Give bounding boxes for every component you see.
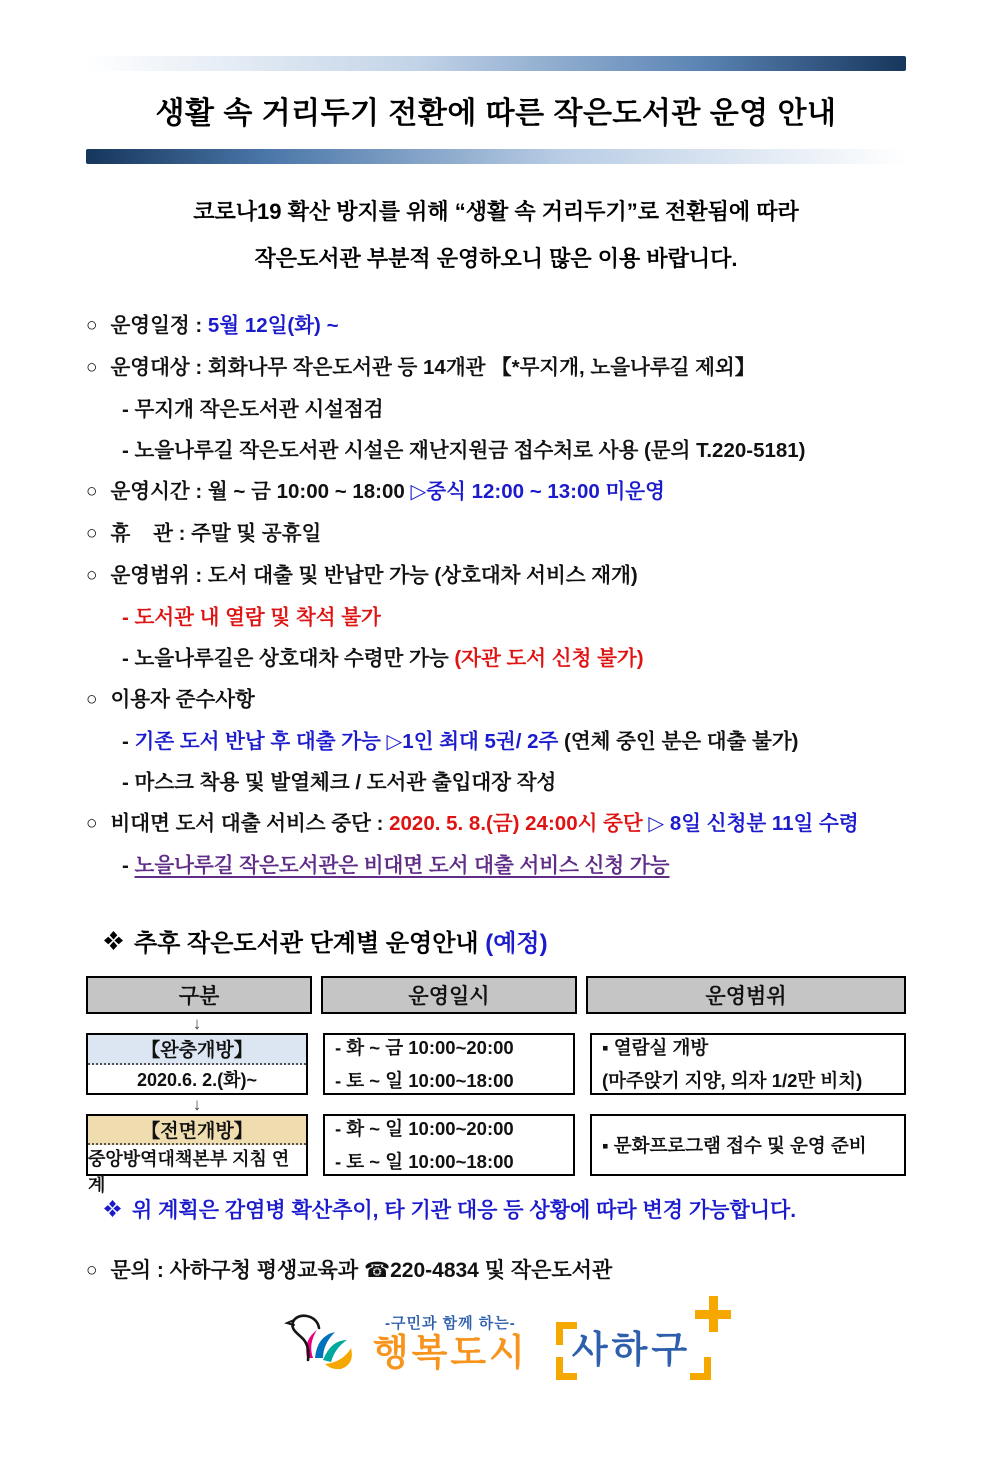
plan-table-row-2 bbox=[86, 1114, 906, 1195]
notice-list bbox=[86, 313, 906, 879]
logo-brand-saha-gu bbox=[556, 1326, 709, 1375]
scope-sub-no-seat: - 도서관 내 열람 및 착석 불가 bbox=[122, 605, 381, 629]
scope-cell-row1 bbox=[590, 1033, 906, 1095]
target-sub-noeul: - 노을나루길 작은도서관 시설은 재난지원금 접수처로 사용 (문의 T.220-5181) bbox=[122, 438, 806, 462]
circle-bullet-icon: ○ bbox=[86, 812, 98, 834]
dash-marker: - bbox=[122, 853, 135, 877]
hours-line bbox=[86, 479, 906, 506]
suspend-line bbox=[86, 811, 906, 838]
down-arrow-icon: ↓ bbox=[192, 1094, 202, 1114]
hours-row2-line2: - 토 ~ 일 10:00~18:00 bbox=[335, 1151, 514, 1173]
circle-bullet-icon: ○ bbox=[86, 480, 98, 502]
phase-full-note: 중앙방역대책본부 지침 연계 bbox=[88, 1148, 290, 1195]
phase-cell-full-open bbox=[86, 1114, 308, 1195]
plan-heading bbox=[86, 923, 906, 958]
four-diamond-icon bbox=[104, 931, 123, 950]
suspend-sub-noeul-text: 노을나루길 작은도서관은 비대면 도서 대출 서비스 신청 가능 bbox=[134, 853, 670, 877]
intro-line-2: 작은도서관 부분적 운영하오니 많은 이용 바랍니다. bbox=[254, 246, 738, 272]
rules-line bbox=[86, 687, 906, 714]
rules-title: 이용자 준수사항 bbox=[110, 687, 255, 711]
phase-full-title: 【전면개방】 bbox=[88, 1116, 306, 1145]
plan-table-header-row bbox=[86, 976, 906, 1014]
bracket-bottom-left-icon bbox=[556, 1357, 577, 1380]
header-cell-hours: 운영일시 bbox=[321, 976, 577, 1014]
scope-row1-line1: ▪ 열람실 개방 bbox=[602, 1037, 709, 1059]
contact-line bbox=[86, 1254, 906, 1284]
down-arrow-icon: ↓ bbox=[192, 1013, 202, 1033]
plan-heading-text bbox=[134, 923, 548, 958]
four-diamond-icon bbox=[104, 1200, 121, 1217]
plus-icon bbox=[695, 1296, 731, 1332]
scope-sub-noeul bbox=[86, 646, 906, 672]
phase-buffer-date: 2020.6. 2.(화)~ bbox=[137, 1069, 257, 1090]
plan-table-row-1 bbox=[86, 1033, 906, 1095]
notice-document bbox=[0, 56, 992, 1376]
plan-heading-main: 추후 작은도서관 단계별 운영안내 bbox=[134, 929, 486, 957]
hours-cell-row1 bbox=[323, 1033, 575, 1095]
scope-sub-noeul-restriction: (자관 도서 신청 불가) bbox=[454, 646, 644, 670]
header-cell-scope: 운영범위 bbox=[586, 976, 906, 1014]
target-text: 운영대상 : 회화나무 작은도서관 등 14개관 【*무지개, 노을나루길 제외】 bbox=[110, 355, 756, 379]
schedule-label: 운영일정 : bbox=[110, 313, 208, 337]
scope-text: 운영범위 : 도서 대출 및 반납만 가능 (상호대차 서비스 재개) bbox=[110, 563, 638, 587]
suspend-pickup: ▷ 8일 신청분 11일 수령 bbox=[648, 811, 859, 835]
title-bottom-gradient-bar bbox=[86, 149, 906, 164]
swan-neck bbox=[292, 1315, 319, 1359]
dash-marker: - bbox=[122, 729, 135, 753]
circle-bullet-icon: ○ bbox=[86, 564, 98, 586]
scope-sub-noeul-label: - 노을나루길은 상호대차 수령만 가능 bbox=[122, 646, 455, 670]
circle-bullet-icon: ○ bbox=[86, 314, 98, 336]
circle-bullet-icon: ○ bbox=[86, 522, 98, 544]
hours-lunch-value: ▷중식 12:00 ~ 13:00 미운영 bbox=[410, 479, 665, 503]
logo-text-block bbox=[373, 1312, 528, 1374]
suspend-label: 비대면 도서 대출 서비스 중단 : bbox=[110, 811, 390, 835]
phase-buffer-title: 【완충개방】 bbox=[88, 1035, 306, 1065]
hours-row2-line1: - 화 ~ 일 10:00~20:00 bbox=[335, 1118, 514, 1140]
logo-brand-saha-gu-text: 사하구 bbox=[571, 1328, 692, 1370]
scope-line bbox=[86, 563, 906, 590]
rules-borrow-limit: 기존 도서 반납 후 대출 가능 ▷1인 최대 5권/ 2주 bbox=[134, 729, 559, 753]
logo-tagline: -구민과 함께 하는- bbox=[384, 1314, 516, 1332]
closed-line bbox=[86, 521, 906, 548]
plan-table bbox=[86, 976, 906, 1195]
circle-bullet-icon: ○ bbox=[86, 1259, 98, 1281]
closed-text: 휴 관 : 주말 및 공휴일 bbox=[110, 521, 322, 545]
suspend-sub-noeul bbox=[86, 853, 906, 879]
plan-heading-note: (예정) bbox=[485, 929, 548, 957]
hours-row1-line1: - 화 ~ 금 10:00~20:00 bbox=[335, 1037, 514, 1059]
page-title: 생활 속 거리두기 전환에 따른 작은도서관 운영 안내 bbox=[155, 97, 837, 130]
hours-row1-line2: - 토 ~ 일 10:00~18:00 bbox=[335, 1070, 514, 1092]
plan-change-note-text: 위 계획은 감염병 확산추이, 타 기관 대응 등 상황에 따라 변경 가능합니다. bbox=[132, 1198, 797, 1222]
intro-paragraph bbox=[86, 188, 906, 283]
phase-cell-buffer-open bbox=[86, 1033, 308, 1095]
header-cell-category: 구분 bbox=[86, 976, 312, 1014]
rules-sub-mask: - 마스크 착용 및 발열체크 / 도서관 출입대장 작성 bbox=[122, 770, 557, 794]
swan-icon bbox=[283, 1310, 367, 1376]
schedule-line bbox=[86, 313, 906, 340]
target-sub-rainbow: - 무지개 작은도서관 시설점검 bbox=[122, 397, 384, 421]
suspend-deadline: 2020. 5. 8.(금) 24:00시 중단 bbox=[389, 811, 649, 835]
saha-gu-logo bbox=[86, 1310, 906, 1376]
plan-change-note bbox=[86, 1194, 906, 1224]
scope-cell-row2 bbox=[590, 1114, 906, 1176]
intro-line-1: 코로나19 확산 방지를 위해 “생활 속 거리두기”로 전환됨에 따라 bbox=[193, 199, 799, 224]
hours-label: 운영시간 : 월 ~ 금 10:00 ~ 18:00 bbox=[110, 479, 411, 503]
hours-cell-row2 bbox=[323, 1114, 575, 1176]
contact-text: 문의 : 사하구청 평생교육과 ☎220-4834 및 작은도서관 bbox=[110, 1258, 613, 1282]
target-line bbox=[86, 355, 906, 382]
scope-row1-line2: (마주앉기 지양, 의자 1/2만 비치) bbox=[602, 1070, 863, 1092]
bracket-top-left-icon bbox=[556, 1322, 577, 1345]
schedule-value: 5월 12일(화) ~ bbox=[207, 313, 339, 337]
circle-bullet-icon: ○ bbox=[86, 356, 98, 378]
title-top-gradient-bar bbox=[86, 56, 906, 71]
rules-sub-borrow bbox=[86, 729, 906, 755]
bracket-bottom-right-icon bbox=[690, 1357, 711, 1380]
rules-borrow-rest: (연체 중인 분은 대출 불가) bbox=[558, 729, 799, 753]
circle-bullet-icon: ○ bbox=[86, 688, 98, 710]
scope-row2-line1: ▪ 문화프로그램 접수 및 운영 준비 bbox=[602, 1134, 867, 1156]
logo-brand-happy-city: 행복도시 bbox=[372, 1331, 528, 1373]
